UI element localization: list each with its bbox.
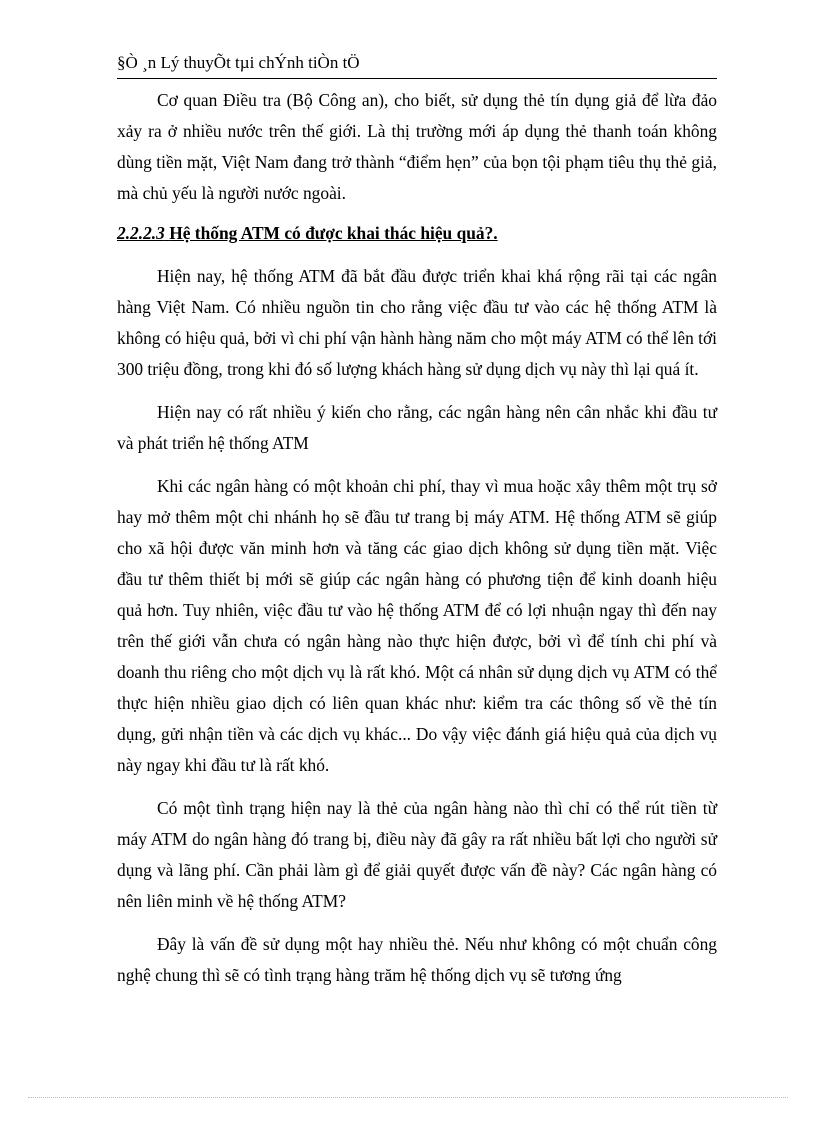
- document-body: [117, 85, 717, 1003]
- section-number: 2.2.2.3: [117, 223, 165, 243]
- footer-divider: [28, 1097, 788, 1098]
- paragraph-2: Hiện nay có rất nhiều ý kiến cho rằng, các ngân hàng nên cân nhắc khi đầu tư và phát triển hệ thống ATM: [117, 402, 717, 453]
- paragraph-4: Có một tình trạng hiện nay là thẻ của ngân hàng nào thì chỉ có thể rút tiền từ máy ATM do ngân hàng đó trang bị, điều này đã gây ra rất nhiều bất lợi cho người sử dụng và lãng phí. Cần phải làm gì để giải quyết được vấn đề này? Các ngân hàng có nên liên minh về hệ thống ATM?: [117, 798, 717, 911]
- paragraph-intro: Cơ quan Điều tra (Bộ Công an), cho biết, sử dụng thẻ tín dụng giả để lừa đảo xảy ra ở nhiều nước trên thế giới. Là thị trường mới áp dụng thẻ thanh toán không dùng tiền mặt, Việt Nam đang trở thành “điểm hẹn” của bọn tội phạm tiêu thụ thẻ giả, mà chủ yếu là người nước ngoài.: [117, 90, 717, 203]
- header-title: §Ò ¸n Lý thuyÕt tµi chÝnh tiÒn tÖ: [117, 53, 360, 72]
- paragraph-3: Khi các ngân hàng có một khoản chi phí, thay vì mua hoặc xây thêm một trụ sở hay mở thêm một chi nhánh họ sẽ đầu tư trang bị máy ATM. Hệ thống ATM sẽ giúp cho xã hội được văn minh hơn và tăng các giao dịch không sử dụng tiền mặt. Việc đầu tư thêm thiết bị mới sẽ giúp các ngân hàng có phương tiện để kinh doanh hiệu quả hơn. Tuy nhiên, việc đầu tư vào hệ thống ATM để có lợi nhuận ngay thì đến nay trên thế giới vẫn chưa có ngân hàng nào thực hiện được, bởi vì để tính chi phí và doanh thu riêng cho một dịch vụ là rất khó. Một cá nhân sử dụng dịch vụ ATM có thể thực hiện nhiều giao dịch có liên quan khác như: kiểm tra các thông số về thẻ tín dụng, gửi nhận tiền và các dịch vụ khác... Do vậy việc đánh giá hiệu quả của dịch vụ này ngay khi đầu tư là rất khó.: [117, 476, 717, 775]
- section-title: Hệ thống ATM có được khai thác hiệu quả?.: [169, 223, 498, 243]
- page-header: [117, 48, 717, 79]
- paragraph-5: Đây là vấn đề sử dụng một hay nhiều thẻ. Nếu như không có một chuẩn công nghệ chung thì sẽ có tình trạng hàng trăm hệ thống dịch vụ sẽ tương ứng: [117, 934, 717, 985]
- paragraph-1: Hiện nay, hệ thống ATM đã bắt đầu được triển khai khá rộng rãi tại các ngân hàng Việt Nam. Có nhiều nguồn tin cho rằng việc đầu tư vào các hệ thống ATM là không có hiệu quả, bởi vì chi phí vận hành hàng năm cho một máy ATM có thể lên tới 300 triệu đồng, trong khi đó số lượng khách hàng sử dụng dịch vụ này thì lại quá ít.: [117, 266, 717, 379]
- section-heading: [117, 218, 717, 249]
